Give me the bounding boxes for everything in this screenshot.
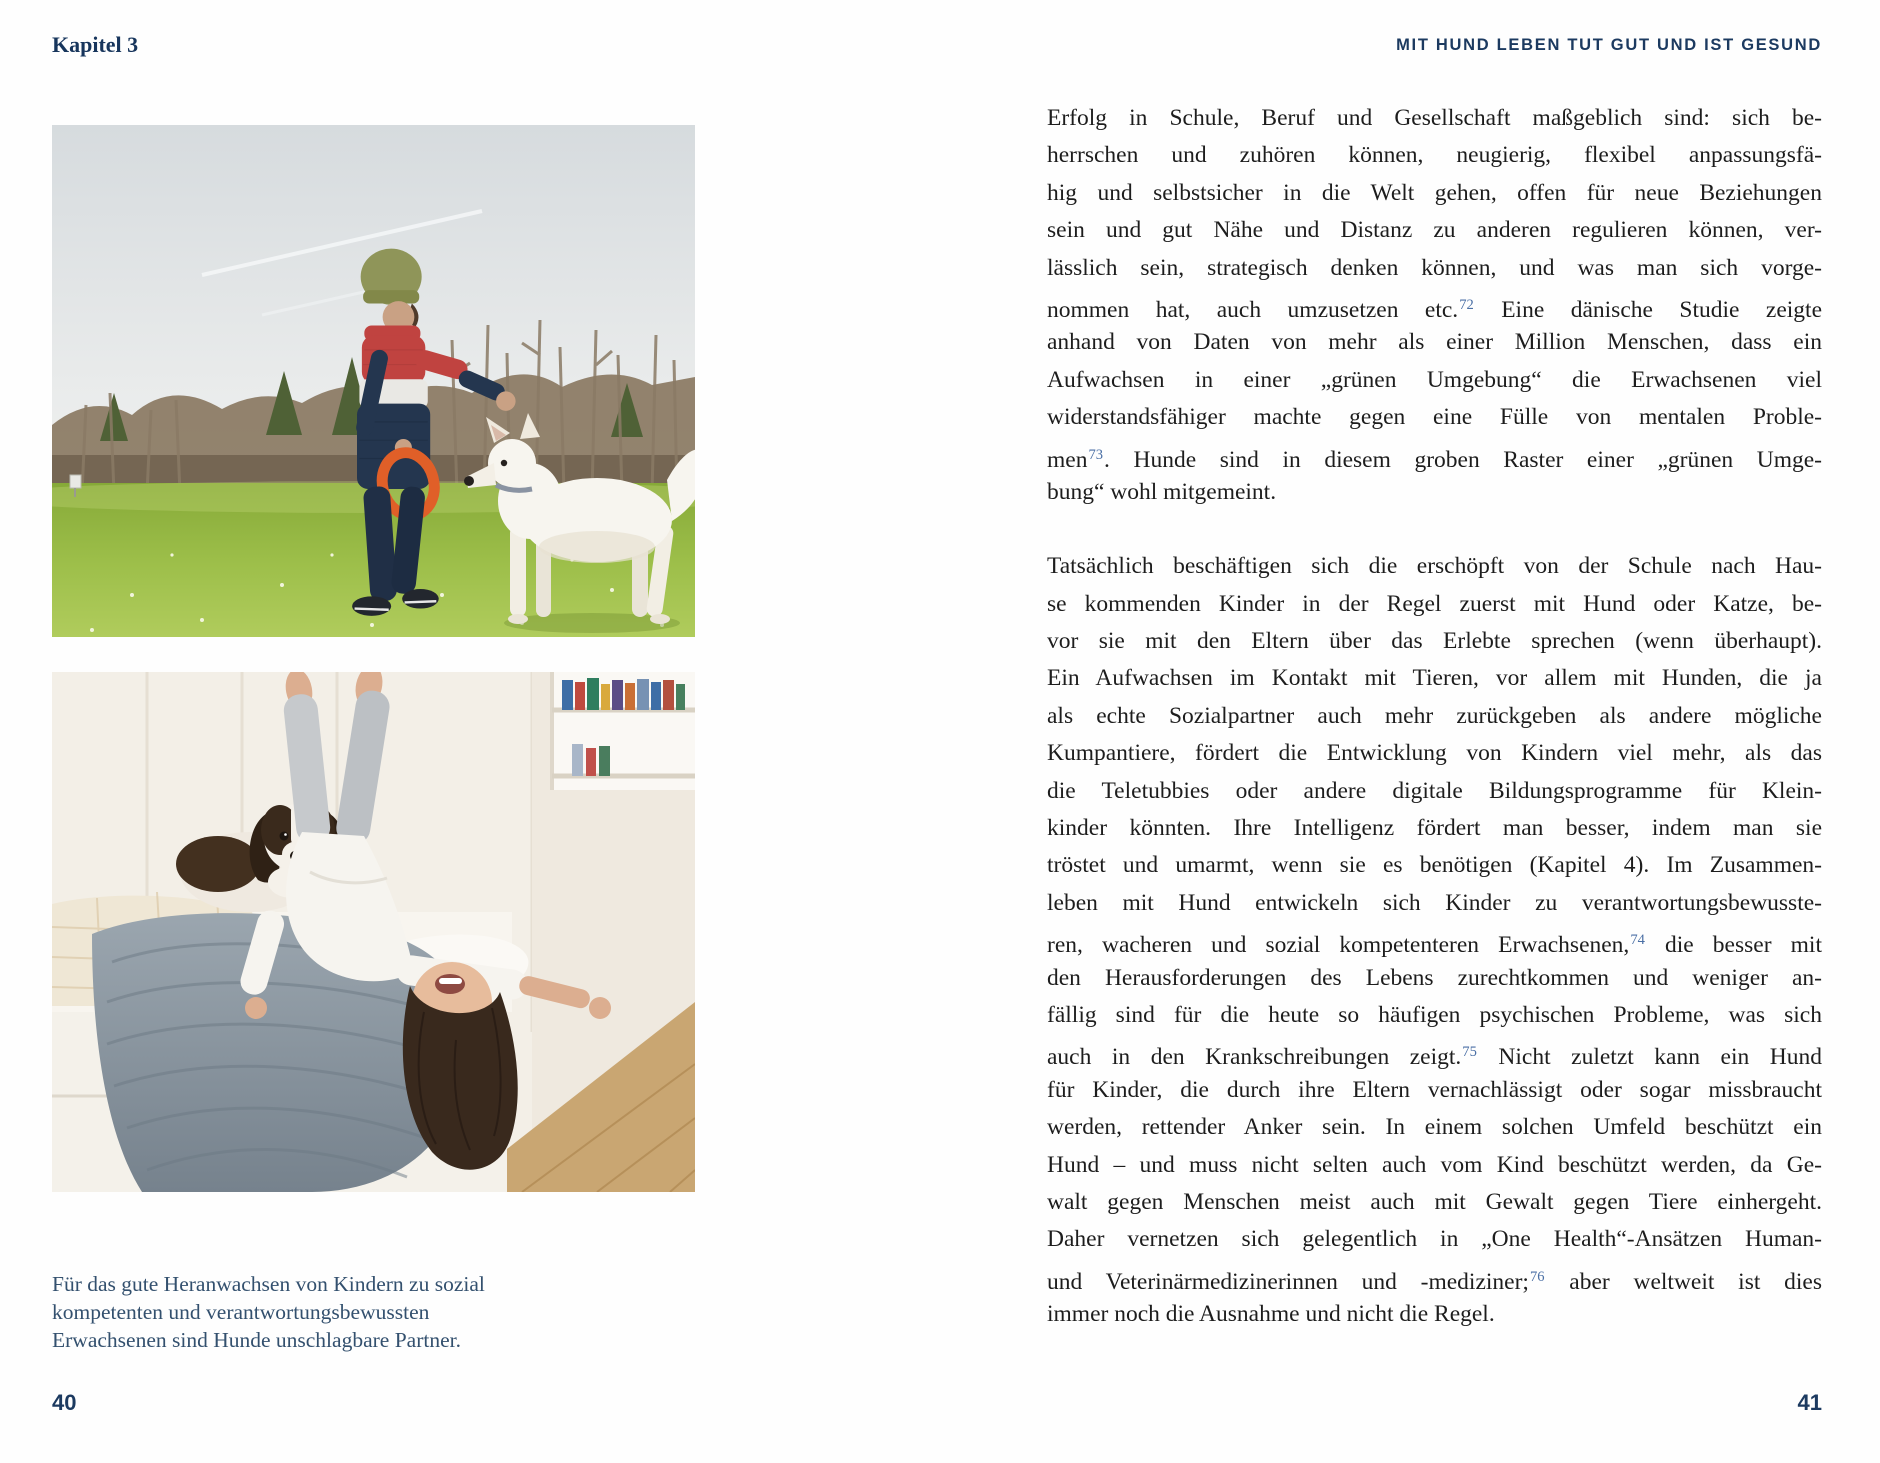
text-line: fällig sind für die heute so häufigen psychischen Probleme, was sich bbox=[1047, 1001, 1822, 1028]
text-line: als echte Sozialpartner auch mehr zurückgeben als andere mögliche bbox=[1047, 702, 1822, 729]
shoe bbox=[352, 596, 391, 616]
footnote-marker: 76 bbox=[1529, 1268, 1545, 1285]
dog-eye bbox=[501, 460, 507, 466]
footnote-marker: 75 bbox=[1462, 1044, 1477, 1061]
text-line: men$^{73}$. Hunde sind in diesem groben Raster einer „grünen Umge- bbox=[1047, 446, 1822, 473]
running-header: MIT HUND LEBEN TUT GUT UND IST GESUND bbox=[1396, 36, 1822, 54]
dog-eye bbox=[280, 832, 289, 841]
paragraph bbox=[1047, 100, 1822, 511]
text-line: walt gegen Menschen meist auch mit Gewalt gegen Tiere einhergeht. bbox=[1047, 1188, 1822, 1215]
text-line: nommen hat, auch umzusetzen etc.$^{72}$ Eine dänische Studie zeigte bbox=[1047, 296, 1822, 323]
shoe bbox=[402, 589, 439, 609]
paragraph bbox=[1047, 548, 1822, 1333]
fist bbox=[245, 997, 267, 1019]
text-line: auch in den Krankschreibungen zeigt.$^{75}$ Nicht zuletzt kann ein Hund bbox=[1047, 1044, 1822, 1071]
meadow-scene-illustration bbox=[52, 125, 695, 637]
text-line: se kommenden Kinder in der Regel zuerst mit Hund oder Katze, be- bbox=[1047, 590, 1822, 617]
text-line: Erfolg in Schule, Beruf und Gesellschaft maßgeblich sind: sich be- bbox=[1047, 105, 1822, 131]
text-line: Ein Aufwachsen im Kontakt mit Tieren, vor allem mit Hunden, die ja bbox=[1047, 665, 1822, 692]
text-line: herrschen und zuhören können, neugierig, flexibel anpassungsfä- bbox=[1047, 142, 1822, 169]
text-line: Tatsächlich beschäftigen sich die erschöpft von der Schule nach Hau- bbox=[1047, 553, 1822, 580]
bedroom-scene-illustration bbox=[52, 672, 695, 1192]
photo-caption bbox=[52, 1270, 532, 1354]
text-line: Aufwachsen in einer „grünen Umgebung“ die Erwachsenen viel bbox=[1047, 366, 1822, 393]
text-line: sein und gut Nähe und Distanz zu anderen regulieren können, ver- bbox=[1047, 217, 1822, 244]
text-line: Kumpantiere, fördert die Entwicklung von Kindern viel mehr, als das bbox=[1047, 740, 1822, 767]
open-hand bbox=[496, 391, 516, 411]
footnote-marker: 73 bbox=[1088, 446, 1104, 463]
bookshelf bbox=[552, 672, 695, 790]
text-line: Hund – und muss nicht selten auch vom Kind beschützt werden, da Ge- bbox=[1047, 1151, 1822, 1178]
text-line: vor sie mit den Eltern über das Erlebte sprechen (wenn überhaupt). bbox=[1047, 628, 1822, 655]
text-line: tröstet und umarmt, wenn sie es benötigen (Kapitel 4). Im Zusammen- bbox=[1047, 852, 1822, 879]
text-line: bung“ wohl mitgemeint. bbox=[1047, 478, 1277, 505]
page-number-left: 40 bbox=[52, 1390, 77, 1415]
photo-boy-with-white-dog bbox=[52, 125, 695, 637]
text-line: anhand von Daten von mehr als einer Million Menschen, dass ein bbox=[1047, 329, 1822, 356]
text-line: kinder könnten. Ihre Intelligenz fördert man besser, indem man sie bbox=[1047, 815, 1822, 842]
footnote-marker: 74 bbox=[1630, 932, 1645, 949]
body-text bbox=[1047, 100, 1822, 1334]
caption-line: Erwachsenen sind Hunde unschlagbare Partner. bbox=[52, 1328, 461, 1352]
text-line: und Veterinärmedizinerinnen und -mediziner;$^{76}$ aber weltweit ist dies bbox=[1047, 1268, 1822, 1295]
text-line: immer noch die Ausnahme und nicht die Regel. bbox=[1047, 1301, 1495, 1328]
text-line: ren, wacheren und sozial kompetenteren Erwachsenen,$^{74}$ die besser mit bbox=[1047, 932, 1822, 959]
page-number-right: 41 bbox=[1797, 1390, 1822, 1415]
footnote-marker: 72 bbox=[1459, 296, 1474, 313]
text-line: widerstandsfähiger machte gegen eine Fülle von mentalen Proble- bbox=[1047, 404, 1822, 431]
caption-line: Für das gute Heranwachsen von Kindern zu sozial bbox=[52, 1272, 485, 1296]
text-line: Daher vernetzen sich gelegentlich in „One Health“-Ansätzen Human- bbox=[1047, 1226, 1822, 1253]
chapter-header: Kapitel 3 bbox=[52, 32, 139, 57]
text-line: für Kinder, die durch ihre Eltern vernachlässigt oder sogar missbraucht bbox=[1047, 1076, 1822, 1103]
text-line: die Teletubbies oder andere digitale Bildungsprogramme für Klein- bbox=[1047, 777, 1822, 804]
dog-nose bbox=[464, 476, 474, 486]
text-line: lässlich sein, strategisch denken können, und was man sich vorge- bbox=[1047, 254, 1822, 281]
text-line: werden, rettender Anker sein. In einem solchen Umfeld beschützt ein bbox=[1047, 1114, 1822, 1141]
dog-leg bbox=[510, 525, 526, 617]
hand bbox=[589, 997, 611, 1019]
text-line: hig und selbstsicher in die Welt gehen, offen für neue Beziehungen bbox=[1047, 179, 1822, 206]
caption-line: kompetenten und verantwortungsbewussten bbox=[52, 1300, 430, 1324]
photo-girl-upside-down-with-dog bbox=[52, 672, 695, 1192]
text-line: den Herausforderungen des Lebens zurechtkommen und weniger an- bbox=[1047, 964, 1822, 991]
text-line: leben mit Hund entwickeln sich Kinder zu verantwortungsbewusste- bbox=[1047, 889, 1822, 916]
